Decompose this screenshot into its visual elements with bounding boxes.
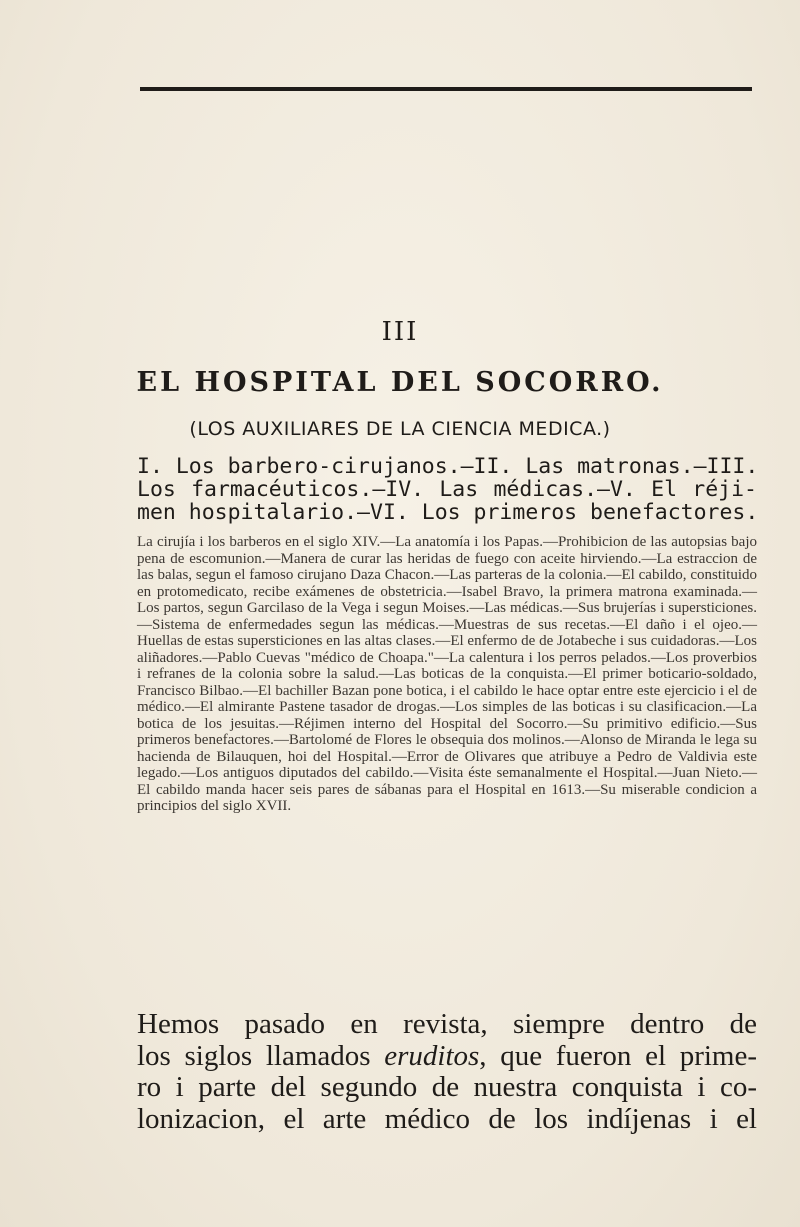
body-line: [137, 1104, 757, 1136]
top-rule: [140, 87, 752, 91]
body-line-text: ro i parte del segundo de nuestra conquista i co-: [137, 1071, 757, 1103]
body-paragraph: [137, 1009, 757, 1135]
chapter-title: EL HOSPITAL DEL SOCORRO.: [136, 367, 664, 398]
body-line-text: , que fueron el prime-: [479, 1039, 757, 1072]
contents-line: men hospitalario.—VI. Los primeros benefactores.: [137, 500, 759, 525]
body-line: [137, 1041, 757, 1073]
chapter-number: III: [381, 317, 419, 347]
italic-term: eruditos: [384, 1039, 480, 1072]
body-line: [137, 1009, 757, 1041]
body-line-text: Hemos pasado en revista, siempre dentro de: [137, 1008, 757, 1040]
chapter-subtitle: (LOS AUXILIARES DE LA CIENCIA MEDICA.): [189, 418, 611, 440]
contents-line: Los farmacéuticos.—IV. Las médicas.—V. El réji-: [137, 477, 757, 502]
body-line: [137, 1072, 757, 1104]
chapter-summary: La cirujía i los barberos en el siglo XIV.—La anatomía i los Papas.—Prohibicion de las autopsias bajo pena de escomunion.—Manera de curar las heridas de fuego con aceite hirviendo.—La estraccion de las balas, segun el famoso cirujano Daza Chacon.—Las parteras de la colonia.—El cabildo, constituido en protomedicato, recibe exámenes de obstetricia.—Isabel Bravo, la primera matrona examinada.—Los partos, segun Garcilaso de la Vega i segun Moises.—Las médicas.—Sus brujerías i supersticiones.—Sistema de enfermedades segun las médicas.—Muestras de sus recetas.—El daño i el ojeo.—Huellas de estas supersticiones en las altas clases.—El enfermo de de Jotabeche i sus cuidadoras.—Los aliñadores.—Pablo Cuevas "médico de Choapa."—La calentura i los perros pelados.—Los proverbios i refranes de la colonia sobre la salud.—Las boticas de la conquista.—El primer boticario-soldado, Francisco Bilbao.—El bachiller Bazan pone botica, i el cabildo le hace optar entre este ejercicio i el de médico.—El almirante Pastene tasador de drogas.—Los simples de las boticas i su clasificacion.—La botica de los jesuitas.—Réjimen interno del Hospital del Socorro.—Su primitivo edificio.—Sus primeros benefactores.—Bartolomé de Flores le obsequia dos molinos.—Alonso de Miranda le lega su hacienda de Bilauquen, hoi del Hospital.—Error de Olivares que atribuye a Pedro de Valdivia este legado.—Los antiguos diputados del cabildo.—Visita éste semanalmente el Hospital.—Juan Nieto.—El cabildo manda hacer seis pares de sábanas para el Hospital en 1613.—Su miserable condicion a principios del siglo XVII.: [137, 534, 757, 814]
body-line-text: los siglos llamados: [137, 1039, 385, 1072]
chapter-contents: [137, 455, 757, 524]
contents-line: I. Los barbero-cirujanos.—II. Las matronas.—III.: [137, 454, 759, 479]
body-line-text: lonizacion, el arte médico de los indíjenas i el: [137, 1102, 757, 1135]
